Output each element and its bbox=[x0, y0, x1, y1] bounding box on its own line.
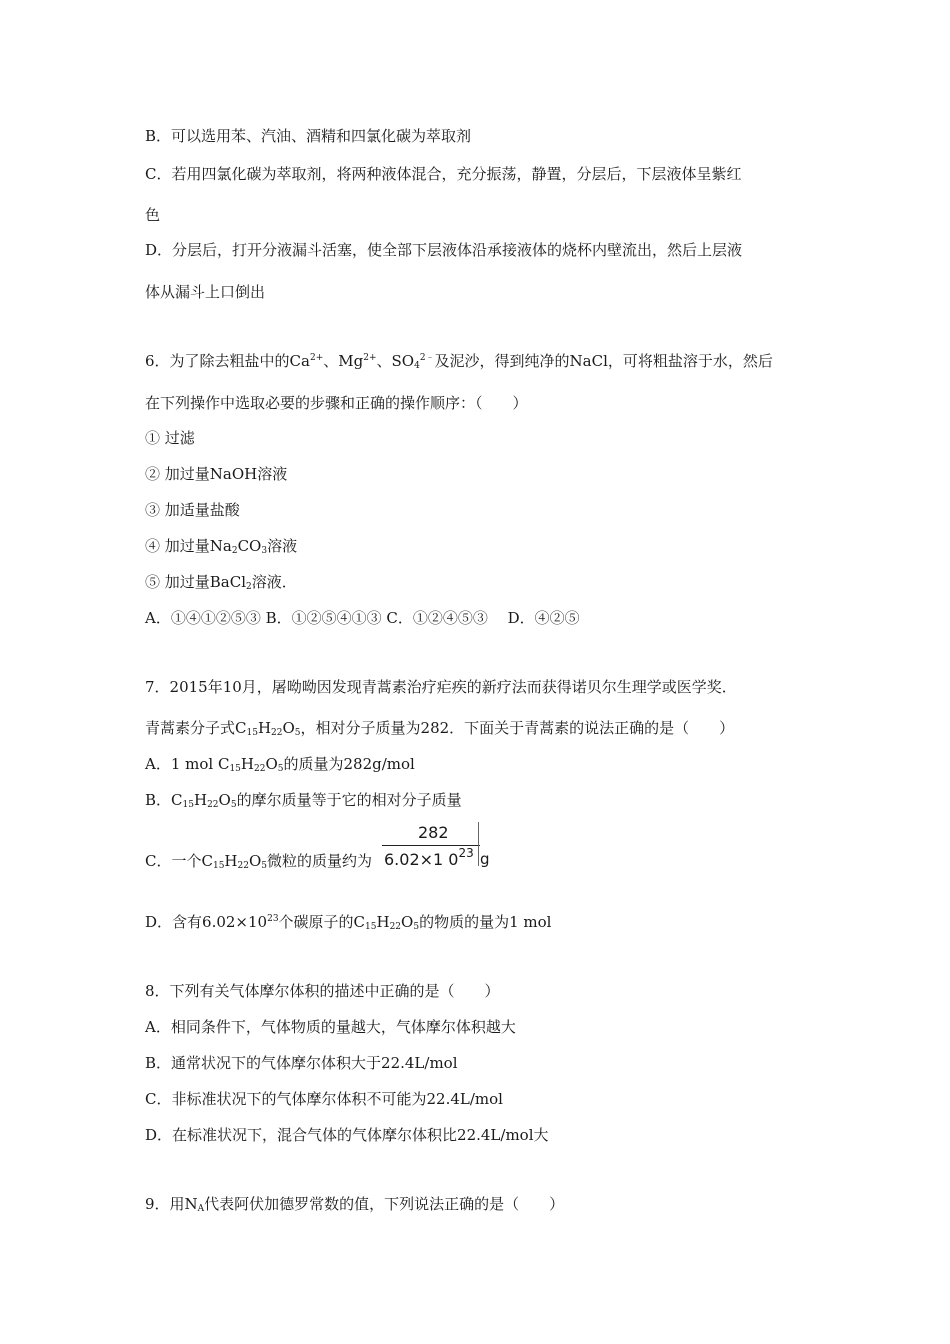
q5-option-d-line2: 体从漏斗上口倒出 bbox=[145, 283, 266, 301]
q7-stem-line1: 7．2015年10月，屠呦呦因发现青蒿素治疗疟疾的新疗法而获得诺贝尔生理学或医学奖． bbox=[145, 678, 737, 696]
q7-option-b: B．$C_{15}H_{22}O_5$的摩尔质量等于它的相对分子质量 bbox=[145, 791, 462, 810]
fraction-right-rule bbox=[478, 822, 479, 866]
mass-fraction-formula bbox=[382, 820, 490, 872]
q7-option-a: A．1 mol $C_{15}H_{22}O_5$的质量为282g/mol bbox=[145, 755, 415, 774]
q7-stem-line2: 青蒿素分子式$C_{15}H_{22}O_5$，相对分子质量为282．下面关于青蒿素的说法正确的是（ ） bbox=[145, 719, 735, 738]
q9-stem: 9．用$N_A$代表阿伏加德罗常数的值，下列说法正确的是（ ） bbox=[145, 1195, 565, 1214]
q8-option-c: C．非标准状况下的气体摩尔体积不可能为22.4L/mol bbox=[145, 1090, 503, 1108]
q6-step-3: ③ 加适量盐酸 bbox=[145, 501, 240, 519]
q8-option-d: D．在标准状况下，混合气体的气体摩尔体积比22.4L/mol大 bbox=[145, 1126, 549, 1144]
fraction-denominator: 6.02×1 $0^{23}$ bbox=[384, 846, 474, 869]
q6-step-5: ⑤ 加过量BaCl$_2$溶液． bbox=[145, 573, 297, 592]
q6-stem-line2: 在下列操作中选取必要的步骤和正确的操作顺序：（ ） bbox=[145, 394, 528, 412]
q6-step-1: ① 过滤 bbox=[145, 429, 195, 447]
q5-option-b: B．可以选用苯、汽油、酒精和四氯化碳为萃取剂 bbox=[145, 127, 472, 145]
q6-options: A．①④①②⑤③ B．①②⑤④①③ C．①②④⑤③ D．④②⑤ bbox=[145, 609, 580, 627]
q5-option-c-line2: 色 bbox=[145, 206, 161, 224]
fraction-unit: g bbox=[480, 850, 490, 868]
q5-option-c-line1: C．若用四氯化碳为萃取剂，将两种液体混合，充分振荡，静置，分层后，下层液体呈紫红 bbox=[145, 165, 742, 183]
q8-option-a: A．相同条件下，气体物质的量越大，气体摩尔体积越大 bbox=[145, 1018, 516, 1036]
q5-option-d-line1: D．分层后，打开分液漏斗活塞，使全部下层液体沿承接液体的烧杯内壁流出，然后上层液 bbox=[145, 241, 743, 259]
q8-stem: 8．下列有关气体摩尔体积的描述中正确的是（ ） bbox=[145, 982, 500, 1000]
q7-option-d: D．含有$6.02\times 10^{23}$个碳原子的$C_{15}H_{22}O_5$的物质的量为1 mol bbox=[145, 913, 552, 932]
q6-step-2: ② 加过量NaOH溶液 bbox=[145, 465, 288, 483]
fraction-numerator: 282 bbox=[418, 823, 449, 842]
q6-step-4: ④ 加过量$Na_2CO_3$溶液 bbox=[145, 537, 298, 556]
q8-option-b: B．通常状况下的气体摩尔体积大于22.4L/mol bbox=[145, 1054, 458, 1072]
q7-option-c: C．一个$C_{15}H_{22}O_5$微粒的质量约为 bbox=[145, 852, 373, 871]
q6-stem-line1: 6．为了除去粗盐中的$Ca^{2+}$、$Mg^{2+}$、$SO_4^{2﹣}$及泥沙，得到纯净的NaCl，可将粗盐溶于水，然后 bbox=[145, 352, 773, 371]
